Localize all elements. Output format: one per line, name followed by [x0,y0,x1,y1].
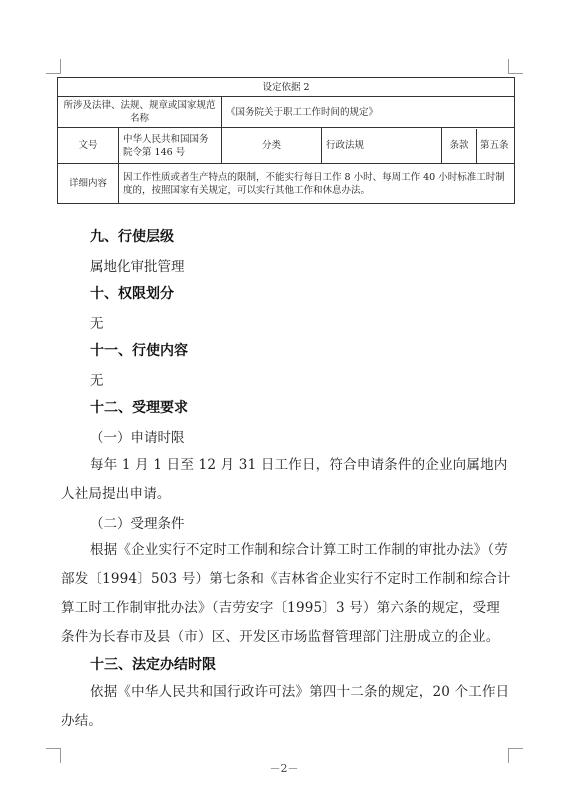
section-12-subtitle-2: （二）受理条件 [90,516,185,532]
section-13-title: 十三、法定办结时限 [90,657,216,673]
section-12-subtitle-1: （一）申请时限 [90,430,185,446]
section-12-title: 十二、受理要求 [90,400,188,416]
doc-number-value: 中华人民共和国国务院令第 146 号 [119,128,222,164]
section-10-title: 十、权限划分 [90,286,174,302]
law-name-value: 《国务院关于职工工作时间的规定》 [222,97,515,128]
section-9-text: 属地化审批管理 [90,259,185,275]
detail-value: 因工作性质或者生产特点的限制，不能实行每日工作 8 小时、每周工作 40 小时标准工时制度的，按照国家有关规定，可以实行其他工作和休息办法。 [119,164,515,204]
basis-table [57,77,515,204]
category-label: 分类 [222,128,322,164]
section-11-title: 十一、行使内容 [90,343,188,359]
crop-mark-top-right [508,59,523,74]
section-12-paragraph-2: 根据《企业实行不定时工作制和综合计算工时工作制的审批办法》（劳部发〔1994〕503 号）第七条和《吉林省企业实行不定时工作制和综合计算工时工作制审批办法》（吉劳安字〔1995〕3 号）第六条的规定，受理条件为长春市及县（市）区、开发区市场监督管理部门注册成立的企业。 [61,542,511,645]
section-13-paragraph: 依据《中华人民共和国行政许可法》第四十二条的规定，20 个工作日办结。 [61,684,510,729]
clause-value: 第五条 [480,140,509,151]
clause-label: 条款 [442,129,477,163]
section-11-text: 无 [90,373,104,389]
crop-mark-top-left [46,59,61,74]
table-title: 设定依据 2 [58,78,515,97]
doc-number-label: 文号 [58,128,119,164]
law-name-label: 所涉及法律、法规、规章或国家规范名称 [58,97,222,128]
detail-label: 详细内容 [58,164,119,204]
section-9-title: 九、行使层级 [90,229,174,245]
clause-cell [442,128,515,164]
category-value: 行政法规 [322,128,442,164]
section-10-text: 无 [90,316,104,332]
section-12-paragraph-1: 每年 1 月 1 日至 12 月 31 日工作日，符合申请条件的企业向属地内人社局提出申请。 [61,457,508,502]
page-number: －2－ [269,762,299,775]
